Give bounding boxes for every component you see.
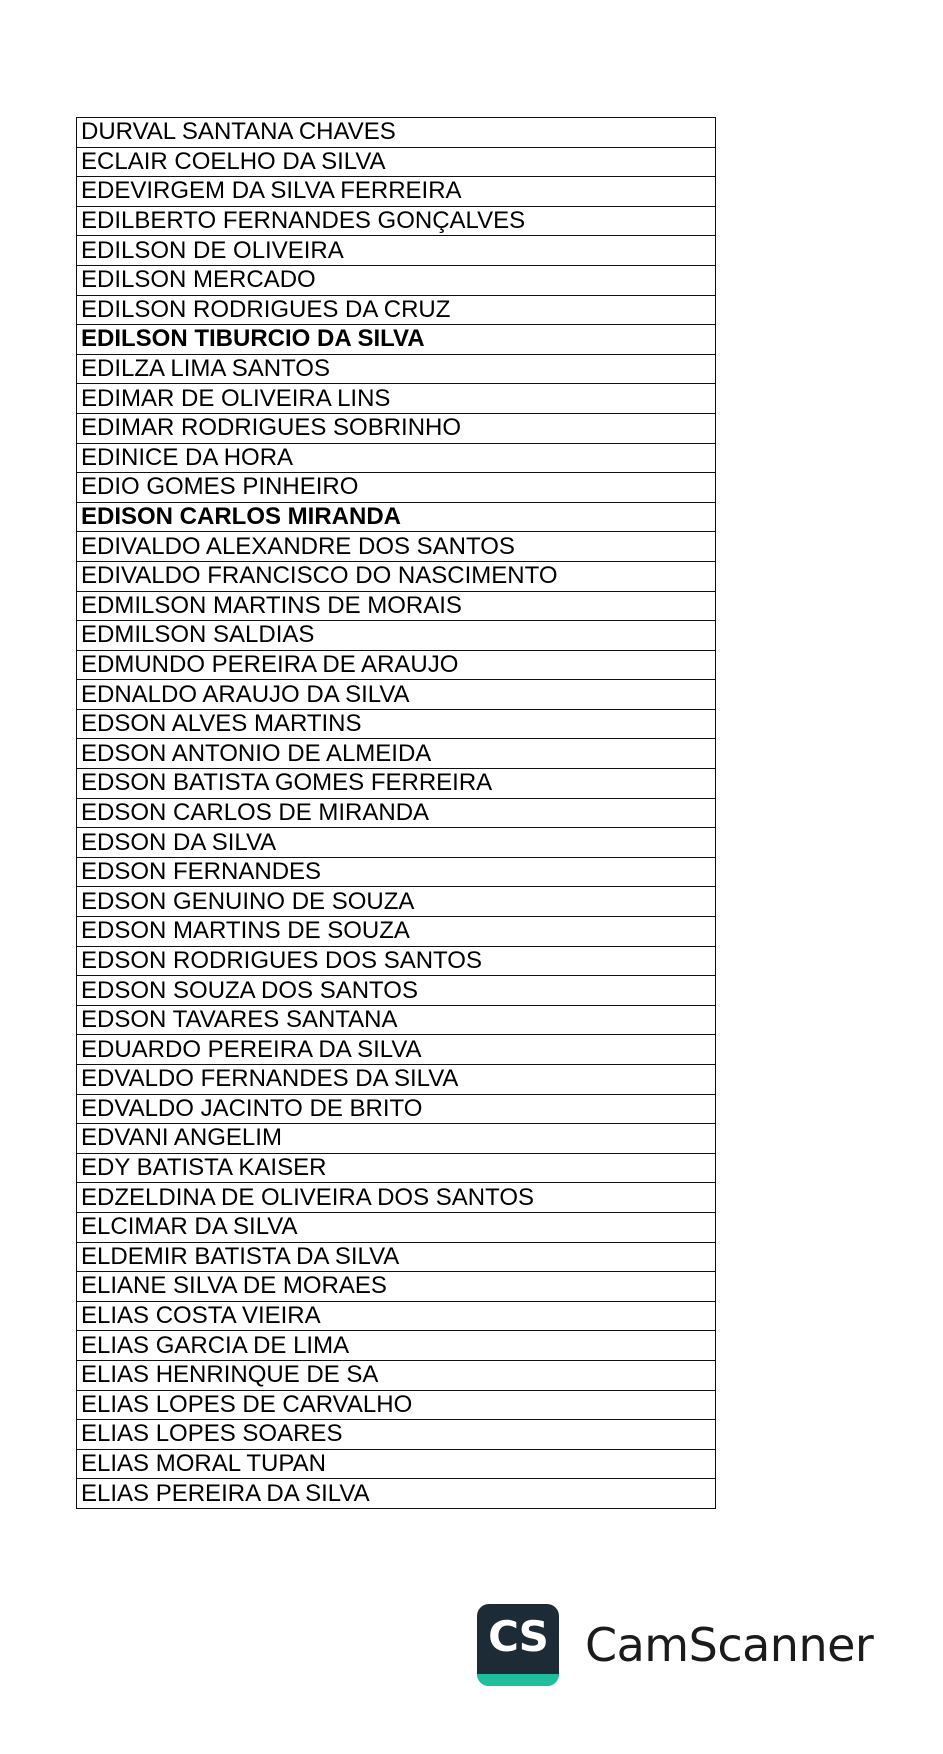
table-row <box>77 1390 716 1420</box>
name-cell: EDSON BATISTA GOMES FERREIRA <box>77 769 716 799</box>
name-cell: ELIAS MORAL TUPAN <box>77 1449 716 1479</box>
name-cell: EDSON ALVES MARTINS <box>77 709 716 739</box>
name-cell: ELIAS LOPES SOARES <box>77 1420 716 1450</box>
table-row <box>77 1212 716 1242</box>
table-row <box>77 1153 716 1183</box>
camscanner-logo-icon <box>477 1604 559 1686</box>
camscanner-logo-letters: CS <box>488 1612 548 1661</box>
name-cell: EDIVALDO FRANCISCO DO NASCIMENTO <box>77 561 716 591</box>
name-cell: EDNALDO ARAUJO DA SILVA <box>77 680 716 710</box>
table-row <box>77 1449 716 1479</box>
table-row <box>77 473 716 503</box>
name-cell: ELIANE SILVA DE MORAES <box>77 1272 716 1302</box>
name-cell: EDSON MARTINS DE SOUZA <box>77 917 716 947</box>
name-cell: DURVAL SANTANA CHAVES <box>77 118 716 148</box>
table-row <box>77 354 716 384</box>
name-cell: ELIAS PEREIRA DA SILVA <box>77 1479 716 1509</box>
table-row <box>77 976 716 1006</box>
table-row <box>77 769 716 799</box>
table-row <box>77 1360 716 1390</box>
table-row <box>77 828 716 858</box>
name-cell: EDILSON MERCADO <box>77 265 716 295</box>
table-row <box>77 1479 716 1509</box>
table-row <box>77 1035 716 1065</box>
table-row <box>77 413 716 443</box>
table-row <box>77 147 716 177</box>
name-cell: EDMILSON SALDIAS <box>77 621 716 651</box>
table-row <box>77 1005 716 1035</box>
table-row <box>77 1420 716 1450</box>
name-cell: ELIAS COSTA VIEIRA <box>77 1301 716 1331</box>
name-cell: EDMUNDO PEREIRA DE ARAUJO <box>77 650 716 680</box>
name-cell: EDILSON TIBURCIO DA SILVA <box>77 325 716 355</box>
name-cell: ELIAS GARCIA DE LIMA <box>77 1331 716 1361</box>
table-row <box>77 917 716 947</box>
name-cell: ELIAS HENRINQUE DE SA <box>77 1360 716 1390</box>
table-row <box>77 443 716 473</box>
table-row <box>77 621 716 651</box>
table-row <box>77 384 716 414</box>
name-cell: EDSON TAVARES SANTANA <box>77 1005 716 1035</box>
table-row <box>77 1124 716 1154</box>
name-cell: EDILBERTO FERNANDES GONÇALVES <box>77 206 716 236</box>
table-row <box>77 1094 716 1124</box>
name-cell: EDSON RODRIGUES DOS SANTOS <box>77 946 716 976</box>
name-cell: EDSON CARLOS DE MIRANDA <box>77 798 716 828</box>
table-row <box>77 1272 716 1302</box>
name-cell: EDUARDO PEREIRA DA SILVA <box>77 1035 716 1065</box>
table-row <box>77 1242 716 1272</box>
name-cell: EDSON SOUZA DOS SANTOS <box>77 976 716 1006</box>
table-row <box>77 295 716 325</box>
table-row <box>77 650 716 680</box>
name-cell: EDMILSON MARTINS DE MORAIS <box>77 591 716 621</box>
table-row <box>77 325 716 355</box>
table-row <box>77 1301 716 1331</box>
name-cell: EDVALDO JACINTO DE BRITO <box>77 1094 716 1124</box>
table-row <box>77 798 716 828</box>
table-row <box>77 1183 716 1213</box>
table-row <box>77 739 716 769</box>
table-row <box>77 118 716 148</box>
names-table-body <box>77 118 716 1509</box>
name-cell: EDVALDO FERNANDES DA SILVA <box>77 1065 716 1095</box>
name-cell: EDISON CARLOS MIRANDA <box>77 502 716 532</box>
name-cell: EDINICE DA HORA <box>77 443 716 473</box>
name-cell: EDZELDINA DE OLIVEIRA DOS SANTOS <box>77 1183 716 1213</box>
name-cell: EDY BATISTA KAISER <box>77 1153 716 1183</box>
table-row <box>77 680 716 710</box>
table-row <box>77 561 716 591</box>
table-row <box>77 591 716 621</box>
table-row <box>77 177 716 207</box>
names-table <box>76 117 716 1509</box>
camscanner-watermark <box>477 1603 873 1687</box>
name-cell: ECLAIR COELHO DA SILVA <box>77 147 716 177</box>
name-cell: EDIVALDO ALEXANDRE DOS SANTOS <box>77 532 716 562</box>
camscanner-wordmark: CamScanner <box>585 1618 874 1672</box>
name-cell: EDSON GENUINO DE SOUZA <box>77 887 716 917</box>
name-cell: ELIAS LOPES DE CARVALHO <box>77 1390 716 1420</box>
table-row <box>77 709 716 739</box>
name-cell: EDSON FERNANDES <box>77 857 716 887</box>
table-row <box>77 236 716 266</box>
name-cell: EDSON DA SILVA <box>77 828 716 858</box>
name-cell: EDSON ANTONIO DE ALMEIDA <box>77 739 716 769</box>
name-cell: EDVANI ANGELIM <box>77 1124 716 1154</box>
name-cell: EDIO GOMES PINHEIRO <box>77 473 716 503</box>
table-row <box>77 206 716 236</box>
table-row <box>77 887 716 917</box>
name-cell: ELDEMIR BATISTA DA SILVA <box>77 1242 716 1272</box>
table-row <box>77 532 716 562</box>
table-row <box>77 1065 716 1095</box>
table-row <box>77 857 716 887</box>
name-cell: EDILZA LIMA SANTOS <box>77 354 716 384</box>
name-cell: EDILSON DE OLIVEIRA <box>77 236 716 266</box>
table-row <box>77 1331 716 1361</box>
table-row <box>77 265 716 295</box>
name-cell: EDIMAR RODRIGUES SOBRINHO <box>77 413 716 443</box>
table-row <box>77 946 716 976</box>
name-cell: EDILSON RODRIGUES DA CRUZ <box>77 295 716 325</box>
table-row <box>77 502 716 532</box>
name-cell: EDIMAR DE OLIVEIRA LINS <box>77 384 716 414</box>
name-cell: EDEVIRGEM DA SILVA FERREIRA <box>77 177 716 207</box>
name-cell: ELCIMAR DA SILVA <box>77 1212 716 1242</box>
